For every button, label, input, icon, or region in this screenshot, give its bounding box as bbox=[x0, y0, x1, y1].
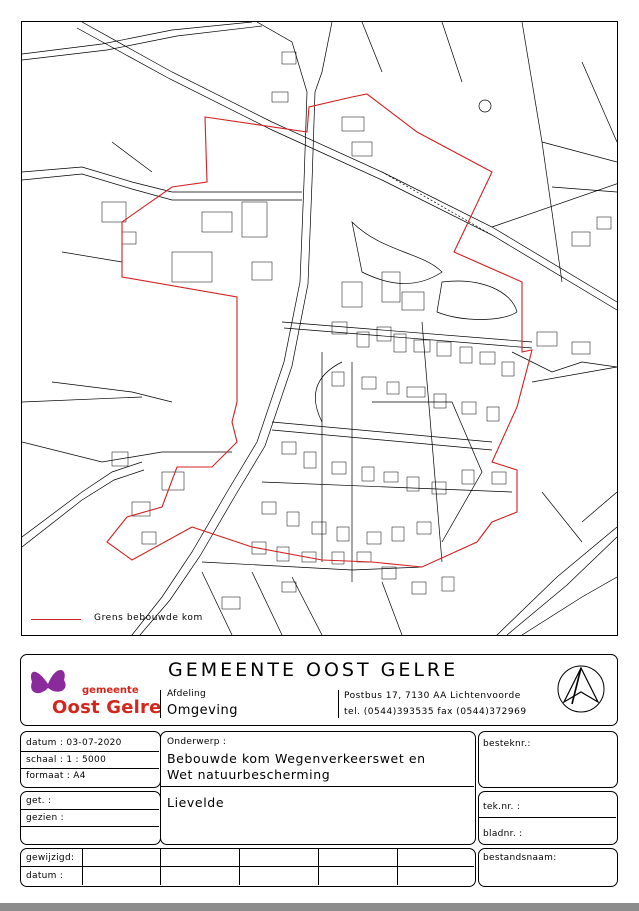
subject-box bbox=[160, 731, 476, 845]
checked-by-field: gezien : bbox=[26, 813, 65, 823]
map-viewport[interactable] bbox=[21, 21, 618, 636]
logo-large-text: Oost Gelre bbox=[52, 697, 162, 718]
format-field: formaat : A4 bbox=[26, 771, 86, 781]
divider bbox=[21, 809, 159, 810]
legend-boundary-line bbox=[31, 619, 81, 620]
subject-label: Onderwerp : bbox=[167, 737, 227, 747]
divider bbox=[318, 849, 319, 885]
divider bbox=[397, 849, 398, 885]
map-drawing bbox=[22, 22, 617, 635]
logo-small-text: gemeente bbox=[82, 685, 139, 696]
legend-boundary-label: Grens bebouwde kom bbox=[94, 613, 203, 623]
revision-changed-label: gewijzigd: bbox=[26, 853, 75, 863]
drawing-number-field: tek.nr. : bbox=[483, 802, 521, 812]
municipality-title: GEMEENTE OOST GELRE bbox=[168, 659, 459, 681]
phone-text: tel. (0544)393535 fax (0544)372969 bbox=[344, 707, 527, 717]
north-arrow-icon bbox=[556, 664, 606, 714]
sheet-number-field: bladnr. : bbox=[483, 829, 523, 839]
subject-line-2: Wet natuurbescherming bbox=[167, 767, 331, 782]
divider bbox=[21, 751, 159, 752]
divider bbox=[21, 826, 159, 827]
divider bbox=[21, 866, 474, 867]
subject-line-1: Bebouwde kom Wegenverkeerswet en bbox=[167, 751, 426, 766]
date-field: datum : 03-07-2020 bbox=[26, 738, 122, 748]
header-divider-2 bbox=[338, 690, 339, 718]
address-text: Postbus 17, 7130 AA Lichtenvoorde bbox=[344, 691, 521, 701]
department-label: Afdeling bbox=[167, 689, 207, 699]
header-divider-1 bbox=[160, 690, 161, 718]
divider bbox=[479, 817, 616, 818]
divider bbox=[239, 849, 240, 885]
place-name: Lievelde bbox=[167, 795, 225, 810]
buildings-layer bbox=[102, 52, 611, 609]
divider bbox=[160, 849, 161, 885]
scale-field: schaal : 1 : 5000 bbox=[26, 755, 107, 765]
besteknr-field: besteknr.: bbox=[483, 739, 531, 749]
divider bbox=[161, 786, 474, 787]
divider bbox=[21, 768, 159, 769]
filename-field: bestandsnaam: bbox=[483, 853, 557, 863]
divider bbox=[82, 849, 83, 885]
roads-layer bbox=[22, 22, 617, 635]
revision-date-label: datum : bbox=[26, 871, 64, 881]
bottom-edge-bar bbox=[0, 903, 639, 911]
drawn-by-field: get. : bbox=[26, 796, 52, 806]
revision-box bbox=[20, 848, 476, 887]
department-name: Omgeving bbox=[167, 703, 238, 718]
